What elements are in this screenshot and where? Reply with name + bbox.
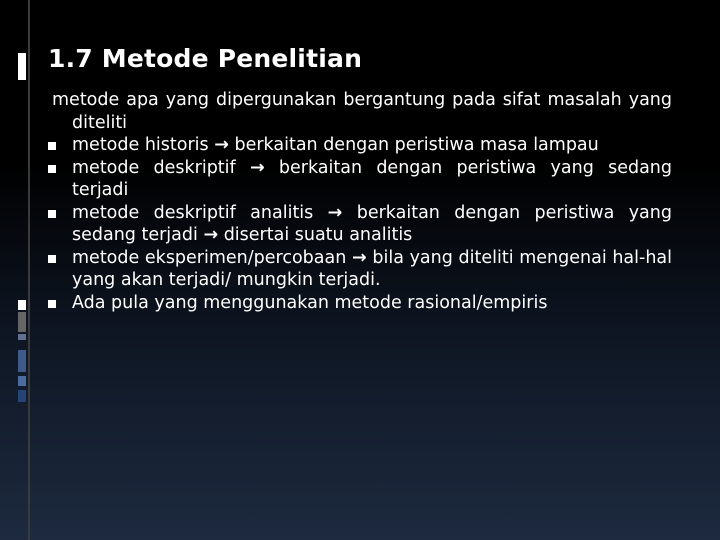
- left-divider-line: [28, 0, 30, 540]
- title-accent-block: [18, 53, 26, 80]
- square-bullet-icon: [48, 255, 56, 263]
- side-accent-block-6: [18, 390, 26, 402]
- bullet-tail: berkaitan dengan peristiwa masa lampau: [234, 135, 599, 155]
- arrow-right-icon: →: [214, 135, 229, 155]
- list-item: [52, 157, 672, 202]
- square-bullet-icon: [48, 300, 56, 308]
- bullet-head: metode eksperimen/percobaan: [72, 247, 347, 268]
- bullet-head: metode historis: [72, 135, 209, 155]
- bullet-list: [52, 134, 672, 314]
- arrow-right-icon: →: [327, 202, 343, 223]
- side-accent-block-4: [18, 350, 26, 372]
- bullet-head: metode deskriptif: [72, 157, 236, 178]
- square-bullet-icon: [48, 210, 56, 218]
- arrow-right-icon: →: [203, 225, 219, 245]
- bullet-head: metode deskriptif analitis: [72, 202, 314, 223]
- side-accent-block-2: [18, 312, 26, 332]
- side-accent-block-3: [18, 334, 26, 340]
- bullet-tail: berkaitan dengan peristiwa yang sedang terjadi: [72, 157, 672, 200]
- square-bullet-icon: [48, 165, 56, 173]
- bullet-tail-2: disertai suatu analitis: [223, 225, 413, 245]
- bullet-text: Ada pula yang menggunakan metode rasional/empiris: [72, 292, 548, 313]
- intro-paragraph: metode apa yang dipergunakan bergantung pada sifat masalah yang diteliti: [52, 90, 672, 133]
- slide-content: [52, 89, 672, 314]
- bullet-tail: bila yang diteliti mengenai hal-hal yang akan terjadi/ mungkin terjadi.: [72, 247, 673, 290]
- arrow-right-icon: →: [249, 157, 265, 178]
- list-item: [52, 292, 672, 315]
- arrow-right-icon: →: [352, 247, 367, 268]
- list-item: [52, 247, 672, 292]
- side-accent-block-1: [18, 300, 26, 310]
- slide-title: 1.7 Metode Penelitian: [48, 44, 363, 73]
- side-accent-block-5: [18, 376, 26, 386]
- list-item: [52, 134, 672, 157]
- list-item: [52, 202, 672, 247]
- square-bullet-icon: [48, 142, 56, 150]
- bullet-tail: berkaitan dengan peristiwa yang sedang terjadi: [72, 202, 672, 245]
